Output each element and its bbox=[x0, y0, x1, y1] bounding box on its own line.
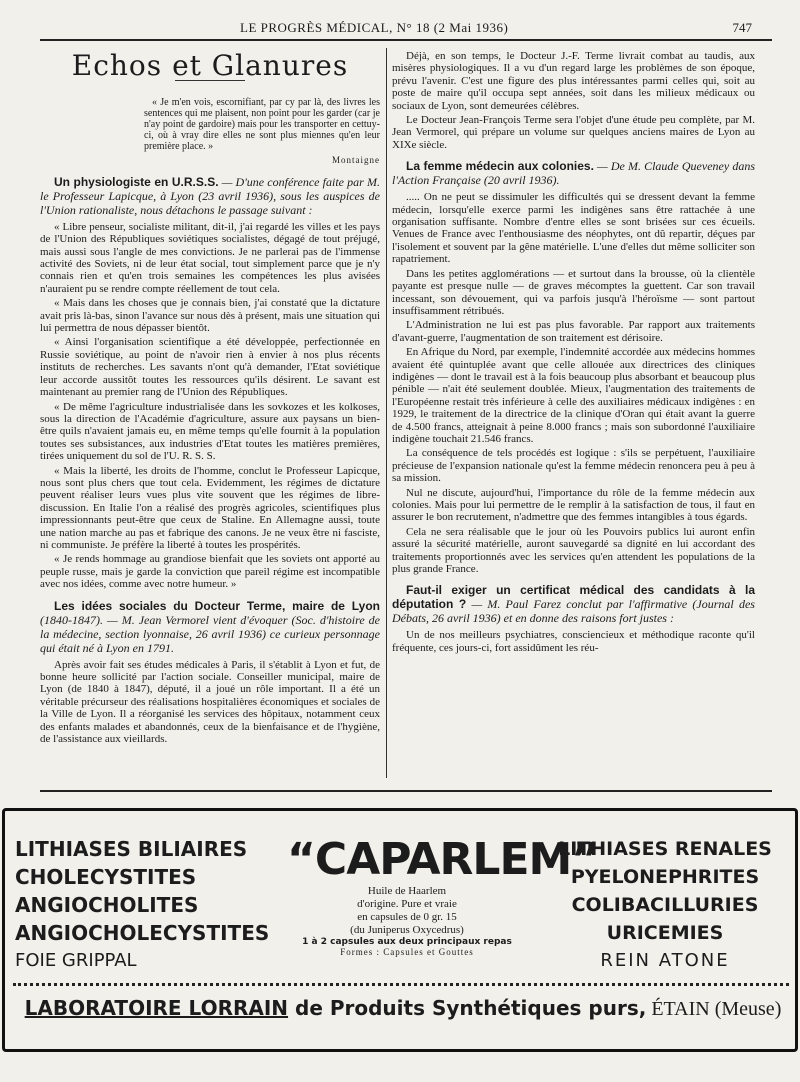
paragraph: Après avoir fait ses études médicales à Paris, il s'établit à Lyon et fut, de bonne heure sollicité par l'action sociale. Conseiller municipal, maire de Lyon (de 1840 à 1847), député, il a joué un rôle important. Il a été un véritable précurseur des réalisations hospitalières économiques et sociales de la Ville de Lyon. Il a réorganisé les services des hôpitaux, notamment ceux des enfants malades et abandonnés, ceux de la bienfaisance et de l'hygiène, de l'assistance aux vieillards. bbox=[40, 658, 380, 746]
product-line: d'origine. Pure et vraie bbox=[357, 898, 457, 910]
advert-rule bbox=[40, 790, 772, 792]
article-title: Les idées sociales du Docteur Terme, maire de Lyon bbox=[54, 598, 380, 613]
paragraph: Cela ne sera réalisable que le jour où les Pouvoirs publics lui auront enfin assuré la sécurité matérielle, auront sauvegardé sa dignité en lui accordant des traitements proportionnés avec les services qu'en attendent les populations de la plus grande France. bbox=[392, 525, 755, 576]
paragraph: « Mais la liberté, les droits de l'homme, conclut le Professeur Lapicque, nous sont plus chers que tout cela. Evidemment, les régimes de dictature peuvent réaliser leurs vues plus vite souvent que les régimes de libre-discussion. En Italie l'on a réalisé des progrès agricoles, scientifiques plus impressionnants peut-être que ceux de Staline. En Allemagne aussi, toute une nation marche au pas et fabrique des canons. Je ne veux être ni fasciste, ni communiste. Je préfère la liberté à toutes les prospérités. bbox=[40, 464, 380, 551]
paragraph: La conséquence de tels procédés est logique : s'ils se perpétuent, l'auxiliaire précieuse de l'expansion nationale qu'est la femme médecin renoncera peu à peu à sa mission. bbox=[392, 447, 755, 485]
product-line: en capsules de 0 gr. 15 bbox=[357, 911, 457, 923]
indication: REIN ATONE bbox=[600, 950, 730, 971]
article-subtitle: — M. Paul Farez conclut par l'affirmative (Journal des Débats, 26 avril 1936) et en donne des raisons fort justes : bbox=[392, 597, 755, 626]
article-subtitle: — De M. Claude Queveney dans l'Action Française (20 avril 1936). bbox=[392, 159, 755, 188]
product-line: (du Juniperus Oxycedrus) bbox=[350, 924, 464, 936]
forms: Formes : Capsules et Gouttes bbox=[340, 947, 474, 957]
column-divider bbox=[386, 48, 387, 778]
paragraph: « Mais dans les choses que je connais bien, j'ai constaté que la dictature avait pris là-bas, sinon l'avance sur nous dès à présent, mais une situation qui lui permettra de nous dépasser bientôt. bbox=[40, 297, 380, 335]
indication: CHOLECYSTITES bbox=[15, 865, 197, 889]
indication: LITHIASES BILIAIRES bbox=[15, 837, 248, 861]
paragraph: « Je rends hommage au grandiose bienfait que les soviets ont apporté au peuple russe, mais je garde la conviction que pareil régime est incompatible avec nos idées, comme avec notre humeur. » bbox=[40, 553, 380, 591]
ad-left-indications bbox=[15, 835, 285, 975]
paragraph: Nul ne discute, aujourd'hui, l'importance du rôle de la femme médecin aux colonies. Mais pour lui permettre de le remplir à la satisfaction de tous, il faut en assurer le bon recrutement, n'admettre que des femmes intangibles à tous égards. bbox=[392, 486, 755, 524]
dosage: 1 à 2 capsules aux deux principaux repas bbox=[302, 937, 512, 947]
indication: FOIE GRIPPAL bbox=[15, 950, 137, 971]
paragraph: Le Docteur Jean-François Terme sera l'objet d'une étude peu complète, par M. Jean Vermorel, qui prépare un volume sur quelques anciens maires de Lyon au XIXe siècle. bbox=[392, 114, 755, 151]
indication: COLIBACILLURIES bbox=[571, 894, 759, 916]
paragraph: Dans les petites agglomérations — et surtout dans la brousse, où la clientèle payante est presque nulle — de graves mécomptes la guettent. Car son travail incessant, son dévouement, qui va parfois jusqu'à l'héroïsme — sont partout insuffisamment rétribués. bbox=[392, 267, 755, 317]
laboratory-line bbox=[5, 996, 800, 1021]
running-title: LE PROGRÈS MÉDICAL, N° 18 (2 Mai 1936) bbox=[240, 20, 509, 35]
article-title: Faut-il exiger un certificat médical des candidats à la députation ? bbox=[392, 583, 755, 612]
page-header bbox=[40, 20, 752, 38]
section-title: Echos et Glanures bbox=[71, 49, 349, 82]
article-subtitle: — D'une conférence faite par M. le Professeur Lapicque, à Lyon (23 avril 1936), sous les auspices de l'Union rationaliste, nous détachons le passage suivant : bbox=[40, 174, 380, 217]
page-number: 747 bbox=[732, 20, 752, 35]
article-title: Un physiologiste en U.R.S.S. bbox=[54, 174, 219, 189]
article-title: La femme médecin aux colonies. bbox=[406, 159, 594, 174]
indication: LITHIASES RENALES bbox=[558, 838, 772, 860]
ad-center bbox=[287, 834, 600, 957]
indication: ANGIOCHOLITES bbox=[15, 893, 199, 917]
paragraph: ..... On ne peut se dissimuler les difficultés qui se dressent devant la femme médecin, lorsqu'elle exerce parmi les indigènes sans être rattachée à une organisation suffisante. Nombre d'entre elles se sont brisées sur ces écueils. Venues de France avec l'enthousiasme des néophytes, ont dû repartir, déçues par l'isolement et souvent par la gêne matérielle. L'une d'elles dut même solliciter son rapatriement. bbox=[392, 191, 755, 266]
article-heading bbox=[40, 175, 380, 217]
article-heading bbox=[40, 599, 380, 655]
left-column bbox=[40, 50, 380, 747]
paragraph: « Libre penseur, socialiste militant, dit-il, j'ai regardé les villes et les pays de l'Union des Républiques soviétiques socialistes, dégagé de tout préjugé, mais aussi sous l'angle de mes convictions. Je ne parlerai pas de l'immense activité des Soviets, ni de leur état social, tout simplement parce que je n'y connais rien et qu'en trois semaines les compétences les plus avisées n'auraient pu se rendre compte réellement de tout cela. bbox=[40, 220, 380, 295]
article-subtitle: (1840-1847). — M. Jean Vermorel vient d'évoquer (Soc. d'histoire de la médecine, section lyonnaise, 26 avril 1936) ce curieux personnage qui était né à Lyon en 1791. bbox=[40, 612, 380, 655]
ad-right-indications bbox=[535, 835, 795, 975]
indication: ANGIOCHOLECYSTITES bbox=[15, 921, 270, 945]
laboratory-products: de Produits Synthétiques purs, bbox=[288, 996, 647, 1020]
paragraph: « Ainsi l'organisation scientifique a été développée, perfectionnée en Russie soviétique, au point de n'avoir rien à envier à nos plus récents instituts de recherches. Les savants n'ont qu'à demander, l'Etat soviétique leur accorde aussitôt toutes les ressources qu'ils désirent. Le savant est maintenant au premier rang de l'Union des Républiques. bbox=[40, 336, 380, 399]
paragraph: En Afrique du Nord, par exemple, l'indemnité accordée aux médecins hommes avaient été quintuplée avant que celle allouée aux directrices des cliniques indigènes — dont le travail est à la fois beaucoup plus absorbant et beaucoup plus pénible — n'ait été seulement doublée. Mieux, l'augmentation des traitements de l'Européenne restait très inférieure à celle des auxiliaires médicaux indigènes : en 1929, le traitement de la directrice de la clinique d'Oran qui était avant la guerre de 4.500 francs, atteignait à peine 8.000 francs ; mais son subordonné l'auxiliaire indigène touchait 21.546 francs. bbox=[392, 346, 755, 445]
advertisement bbox=[2, 808, 798, 1052]
article-heading bbox=[392, 159, 755, 187]
dotted-separator bbox=[13, 983, 789, 986]
right-column bbox=[392, 50, 755, 656]
epigraph: « Je m'en vois, escornifiant, par cy par là, des livres les sentences qui me plaisent, non point pour les garder (car je n'ay point de gardoire) mais pour les transporter en cettuy-ci, où à vray dire elles ne sont plus miennes qu'en leur première place. » bbox=[144, 97, 380, 153]
paragraph: Un de nos meilleurs psychiatres, consciencieux et méthodique raconte qu'il fréquente, ces jours-ci, fort assidûment les réu- bbox=[392, 629, 755, 654]
laboratory-city: ÉTAIN (Meuse) bbox=[646, 998, 782, 1020]
product-line: Huile de Haarlem bbox=[367, 885, 447, 897]
paragraph: Déjà, en son temps, le Docteur J.-F. Terme livrait combat au taudis, aux misères physiologiques. Il a vu d'un regard large les problèmes de son époque, prévu l'avenir. C'est une figure des plus intéressantes parmi celles qui, soit au poste de maire qu'il occupa sept années, soit dans les milieux médicaux ou sociaux de Lyon, sont demeurées célèbres. bbox=[392, 50, 755, 112]
paragraph: L'Administration ne lui est pas plus favorable. Par rapport aux traitements d'avant-guerre, l'augmentation de son traitement est dérisoire. bbox=[392, 319, 755, 344]
article-heading bbox=[392, 583, 755, 625]
header-rule bbox=[40, 39, 772, 41]
indication: URICEMIES bbox=[606, 922, 724, 944]
indication: PYELONEPHRITES bbox=[570, 866, 760, 888]
laboratory-name: LABORATOIRE LORRAIN bbox=[24, 996, 289, 1020]
epigraph-author: Montaigne bbox=[332, 155, 380, 166]
paragraph: « De même l'agriculture industrialisée dans les sovkozes et les kolkoses, sous la direction de l'Académie d'agriculture, assure aux paysans un bien-être quils n'avaient jamais eu, en même temps qu'elle fournit à la population toutes ses subsistances, aux industries d'Etat toutes les matières premières, tirées uniquement du sol de l'U. R. S. S. bbox=[40, 400, 380, 463]
brand-name: “CAPARLEM” bbox=[287, 834, 600, 885]
